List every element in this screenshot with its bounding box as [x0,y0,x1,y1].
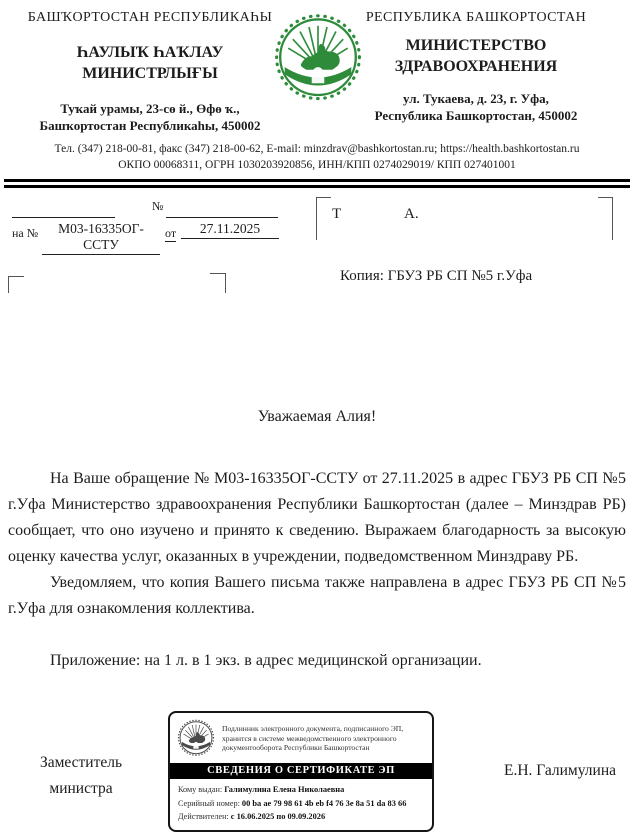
stamp-banner: СВЕДЕНИЯ О СЕРТИФИКАТЕ ЭП [170,763,432,779]
ministry-name-russian: МИНИСТЕРСТВО ЗДРАВООХРАНЕНИЯ [394,37,558,75]
salutation: Уважаемая Алия! [257,408,377,425]
header-left [0,10,300,134]
attachment-line: Приложение: на 1 л. в 1 экз. в адрес медицинской организации. [50,652,482,669]
esignature-stamp [168,711,434,832]
cert-issued-to-row: Кому выдан: Галимулина Елена Николаевна [178,785,345,794]
copy-recipient-line: Копия: ГБУЗ РБ СП №5 г.Уфа [340,268,533,284]
outgoing-date-blank [166,204,278,218]
outgoing-number-blank [12,204,115,218]
addressee-initial-second: А. [404,206,419,222]
on-number-label: на № [12,226,39,240]
sender-bracket-right [210,273,226,293]
number-sign-label: № [152,199,164,213]
contact-line: Тел. (347) 218-00-81, факс (347) 218-00-62, E-mail: minzdrav@bashkortostan.ru; https://health.bashkortostan.ru [54,143,580,155]
body-paragraph-1: На Ваше обращение № М03-16335ОГ-ССТУ от 27.11.2025 в адрес ГБУЗ РБ СП №5 г.Уфа Министерство здравоохранения Республики Башкортостан (далее – Минздрав РБ) сообщает, что оно изучено и принято к сведению. Выражаем благодарность за высокую оценку качества услуг, оказанных в учреждении, подведомственном Минздраву РБ. [8,470,626,565]
stamp-header [170,713,432,763]
letter-body [8,404,626,674]
incoming-number-value: М03-16335ОГ-ССТУ [42,221,160,255]
ministry-name-bashkir: ҺАУЛЫҠ ҺАҠЛАУ МИНИСТРЛЫҒЫ [76,44,224,82]
body-paragraph-2: Уведомляем, что копия Вашего письма также направлена в адрес ГБУЗ РБ СП №5 г.Уфа для ознакомления коллектива. [8,574,626,617]
header-divider [4,179,630,188]
ministry-address-russian: ул. Тукаева, д. 23, г. Уфа, Республика Башкортостан, 450002 [374,91,578,123]
addressee-bracket-left [316,197,331,240]
sender-bracket-left [8,276,24,293]
republic-name-bashkir: БАШҠОРТОСТАН РЕСПУБЛИКАҺЫ [27,10,273,25]
ministry-address-bashkir: Туҡай урамы, 23-сө й., Өфө ҡ., Башҡортостан Республикаһы, 450002 [39,101,261,133]
signer-name: Е.Н. Галимулина [504,762,616,779]
header-right [326,10,626,124]
cert-serial-row: Серийный номер: 00 ba ae 79 98 61 4b eb f4 76 3e 8a 51 da 83 66 [178,798,407,808]
signer-position: Заместитель министра [39,754,123,797]
incoming-date-value: 27.11.2025 [181,221,279,239]
stamp-certificate-info [170,779,432,830]
from-label: от [165,226,177,240]
cert-validity-row: Действителен: с 16.06.2025 по 09.09.2026 [178,812,326,821]
addressee-initial-first: Т [332,206,342,222]
stamp-coat-of-arms-icon [177,718,215,759]
addressee-bracket-right [598,197,613,240]
stamp-notice-text: Подлинник электронного документа, подписанного ЭП, хранится в системе межведомственного электронного документооборота Республики Башкортостан [222,724,404,753]
registry-codes-line: ОКПО 00068311, ОГРН 1030203920856, ИНН/КПП 0274029019/ КПП 027401001 [118,159,516,171]
republic-name-russian: РЕСПУБЛИКА БАШКОРТОСТАН [365,10,587,25]
